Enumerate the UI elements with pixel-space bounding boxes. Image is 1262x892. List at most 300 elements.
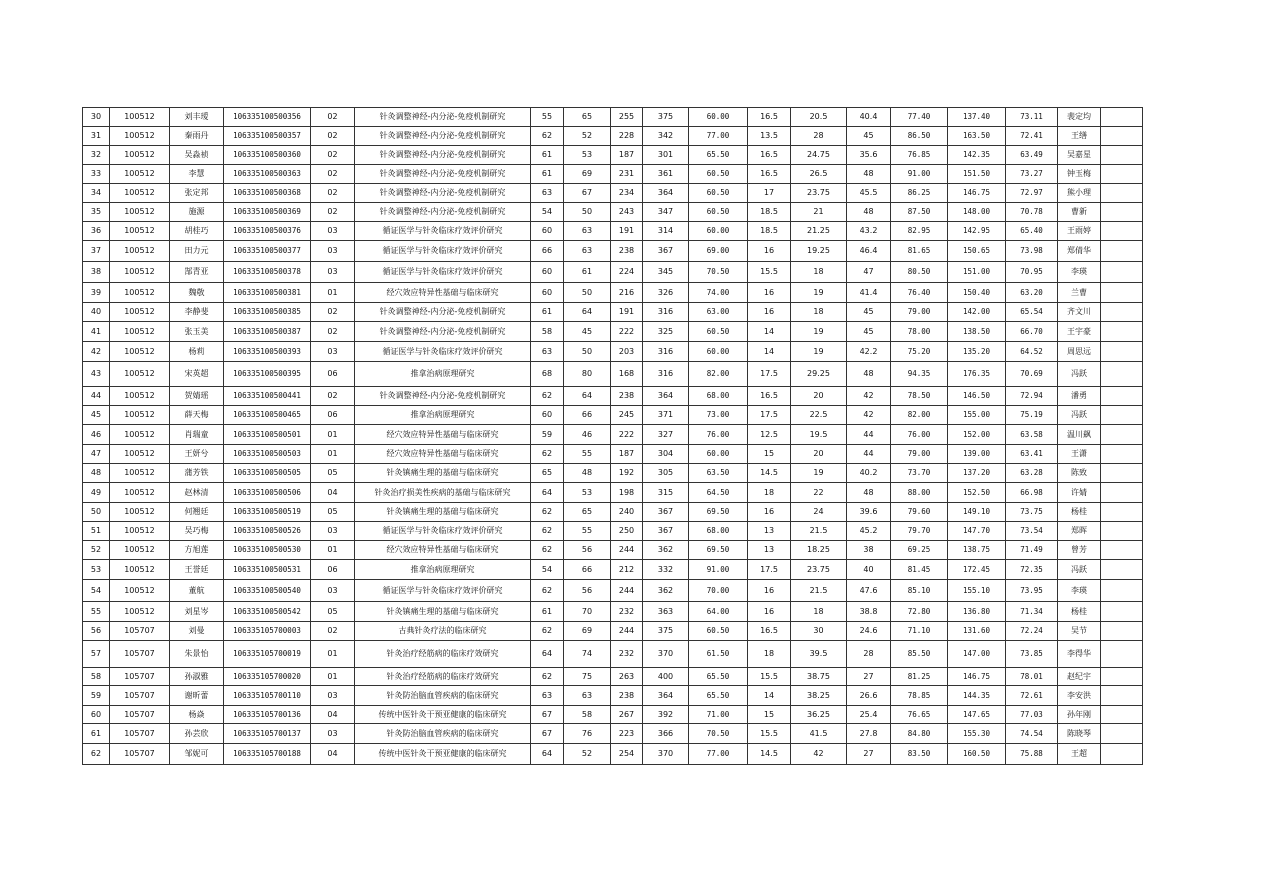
table-cell: 05 [311,464,355,483]
table-cell: 46 [564,425,611,445]
table-cell: 316 [643,362,689,387]
table-cell: 342 [643,127,689,146]
table-cell: 王潇 [1058,445,1101,464]
table-cell: 62 [83,744,110,765]
table-cell: 63.20 [1006,283,1058,303]
table-cell: 12.5 [748,425,791,445]
table-cell: 85.10 [891,580,948,602]
table-cell: 326 [643,283,689,303]
table-cell: 84.80 [891,724,948,744]
table-row [83,668,1143,686]
table-cell: 62 [531,445,564,464]
table-cell: 163.50 [948,127,1006,146]
table-cell: 106335100500503 [224,445,311,464]
table-cell: 75.88 [1006,744,1058,765]
table-cell: 15.5 [748,668,791,686]
table-cell: 82.00 [891,406,948,425]
table-cell [1101,522,1143,541]
table-cell: 40 [847,560,891,580]
table-cell: 06 [311,560,355,580]
table-row [83,406,1143,425]
table-cell: 兰曹 [1058,283,1101,303]
table-cell: 64 [564,303,611,322]
table-cell: 147.00 [948,641,1006,668]
table-cell: 28 [847,641,891,668]
table-cell: 142.35 [948,146,1006,165]
table-cell: 106335100500393 [224,342,311,362]
table-cell: 经穴效应特异性基础与临床研究 [355,541,531,560]
table-cell: 18.25 [791,541,847,560]
table-cell: 100512 [110,108,170,127]
table-cell: 71.10 [891,622,948,641]
table-row [83,724,1143,744]
table-cell: 何翘廷 [170,503,224,522]
table-cell: 65.40 [1006,222,1058,241]
table-cell: 72.80 [891,602,948,622]
table-cell: 82.95 [891,222,948,241]
table-cell: 47 [83,445,110,464]
table-cell: 48 [847,165,891,184]
table-cell: 238 [611,387,643,406]
table-cell: 254 [611,744,643,765]
table-cell: 46 [83,425,110,445]
table-cell: 杨桂 [1058,503,1101,522]
table-cell: 53 [564,146,611,165]
table-cell: 裴定均 [1058,108,1101,127]
table-cell: 100512 [110,541,170,560]
table-cell: 55 [564,445,611,464]
table-cell: 69 [564,622,611,641]
table-body [83,108,1143,765]
table-cell: 366 [643,724,689,744]
table-cell: 255 [611,108,643,127]
table-cell: 陈晓琴 [1058,724,1101,744]
table-cell: 66.70 [1006,322,1058,342]
table-cell: 263 [611,668,643,686]
table-cell: 52 [83,541,110,560]
table-cell: 73.98 [1006,241,1058,262]
table-cell: 21.25 [791,222,847,241]
table-cell: 70.69 [1006,362,1058,387]
table-cell: 106335100500357 [224,127,311,146]
table-row [83,560,1143,580]
table-cell: 60 [531,262,564,283]
table-cell: 杨焱 [170,706,224,724]
table-cell: 80 [564,362,611,387]
table-cell: 45 [847,127,891,146]
table-cell: 冯跃 [1058,406,1101,425]
table-cell: 63.28 [1006,464,1058,483]
table-cell: 冯跃 [1058,560,1101,580]
table-cell: 232 [611,602,643,622]
table-cell: 15 [748,706,791,724]
table-cell: 44 [847,425,891,445]
table-cell: 203 [611,342,643,362]
table-cell: 62 [531,668,564,686]
table-cell: 43.2 [847,222,891,241]
table-cell: 01 [311,541,355,560]
table-cell: 64 [531,641,564,668]
table-cell: 305 [643,464,689,483]
table-cell: 137.20 [948,464,1006,483]
table-cell: 方旭莲 [170,541,224,560]
table-cell: 78.50 [891,387,948,406]
table-cell [1101,686,1143,706]
table-cell: 39.5 [791,641,847,668]
table-row [83,580,1143,602]
table-cell: 15 [748,445,791,464]
table-cell: 60.00 [689,445,748,464]
table-cell: 63 [531,686,564,706]
table-cell: 106335105700188 [224,744,311,765]
table-cell: 106335105700003 [224,622,311,641]
table-row [83,541,1143,560]
table-cell: 16 [748,602,791,622]
table-cell: 85.50 [891,641,948,668]
table-row [83,322,1143,342]
table-cell: 29.25 [791,362,847,387]
table-cell [1101,724,1143,744]
table-cell: 62 [531,503,564,522]
table-cell: 105707 [110,744,170,765]
table-cell: 73.85 [1006,641,1058,668]
table-cell: 针灸调整神经-内分泌-免疫机制研究 [355,184,531,203]
table-cell: 64.52 [1006,342,1058,362]
table-cell: 139.00 [948,445,1006,464]
table-cell: 推拿治病原理研究 [355,406,531,425]
table-cell: 86.50 [891,127,948,146]
table-cell: 64 [564,387,611,406]
table-cell: 100512 [110,222,170,241]
table-cell: 316 [643,303,689,322]
table-cell: 19 [791,322,847,342]
table-cell: 74.54 [1006,724,1058,744]
table-cell: 王雨婷 [1058,222,1101,241]
table-row [83,127,1143,146]
table-cell: 16 [748,303,791,322]
table-cell: 367 [643,503,689,522]
table-cell: 70.50 [689,262,748,283]
table-cell: 100512 [110,241,170,262]
table-cell: 155.00 [948,406,1006,425]
table-cell: 63.50 [689,464,748,483]
table-cell: 14.5 [748,744,791,765]
table-cell: 136.80 [948,602,1006,622]
table-cell: 41.4 [847,283,891,303]
table-cell: 142.95 [948,222,1006,241]
table-cell: 39 [83,283,110,303]
table-cell [1101,127,1143,146]
table-cell: 薛天梅 [170,406,224,425]
table-cell [1101,580,1143,602]
table-cell: 56 [564,541,611,560]
table-cell: 吴嘉星 [1058,146,1101,165]
table-cell: 胡桂巧 [170,222,224,241]
table-cell: 222 [611,322,643,342]
table-cell: 160.50 [948,744,1006,765]
table-cell: 73.27 [1006,165,1058,184]
table-cell: 106335100500531 [224,560,311,580]
table-cell: 54 [531,560,564,580]
table-cell: 冯跃 [1058,362,1101,387]
table-row [83,522,1143,541]
table-cell: 针灸调整神经-内分泌-免疫机制研究 [355,322,531,342]
table-cell: 44 [83,387,110,406]
table-cell: 50 [564,203,611,222]
table-cell: 106335100500506 [224,483,311,503]
table-cell: 150.65 [948,241,1006,262]
table-cell: 针灸治疗经筋病的临床疗效研究 [355,641,531,668]
table-cell: 67 [531,724,564,744]
table-cell: 宋英超 [170,362,224,387]
table-cell: 71.49 [1006,541,1058,560]
table-cell: 367 [643,241,689,262]
table-cell: 60 [83,706,110,724]
table-cell: 42 [791,744,847,765]
table-cell: 20 [791,387,847,406]
table-row [83,686,1143,706]
table-cell: 18 [791,602,847,622]
table-cell: 许婧 [1058,483,1101,503]
table-cell: 78.00 [891,322,948,342]
table-cell: 56 [564,580,611,602]
table-cell: 232 [611,641,643,668]
table-cell: 362 [643,580,689,602]
table-cell: 72.94 [1006,387,1058,406]
table-cell: 375 [643,622,689,641]
table-cell: 100512 [110,127,170,146]
table-cell: 53 [564,483,611,503]
table-cell: 228 [611,127,643,146]
table-cell: 67 [564,184,611,203]
table-cell: 02 [311,146,355,165]
table-cell: 16 [748,283,791,303]
table-cell: 106335105700136 [224,706,311,724]
table-cell: 79.00 [891,445,948,464]
table-cell: 100512 [110,522,170,541]
table-cell: 60.50 [689,322,748,342]
table-cell: 贺婧瑶 [170,387,224,406]
table-cell: 16 [748,503,791,522]
table-cell: 106335100500377 [224,241,311,262]
table-cell: 106335100500519 [224,503,311,522]
table-cell: 62 [531,622,564,641]
table-cell: 王缮 [1058,127,1101,146]
table-cell: 27 [847,744,891,765]
table-cell: 62 [531,580,564,602]
table-cell: 149.10 [948,503,1006,522]
table-cell: 63.00 [689,303,748,322]
table-cell: 238 [611,686,643,706]
table-cell: 15.5 [748,724,791,744]
table-cell: 76.00 [689,425,748,445]
table-cell: 06 [311,406,355,425]
table-cell: 传统中医针灸干预亚健康的临床研究 [355,706,531,724]
table-cell: 61 [531,165,564,184]
table-cell [1101,165,1143,184]
table-cell: 155.10 [948,580,1006,602]
table-cell: 106335100500465 [224,406,311,425]
table-cell: 224 [611,262,643,283]
table-cell: 田力元 [170,241,224,262]
table-cell [1101,283,1143,303]
table-cell: 66.98 [1006,483,1058,503]
table-cell: 79.60 [891,503,948,522]
table-cell: 243 [611,203,643,222]
table-cell: 78.01 [1006,668,1058,686]
table-cell: 100512 [110,342,170,362]
table-cell: 64.50 [689,483,748,503]
table-cell: 70.95 [1006,262,1058,283]
table-cell: 62 [531,541,564,560]
table-cell: 315 [643,483,689,503]
table-cell: 13 [748,522,791,541]
table-cell: 48 [847,362,891,387]
table-cell: 针灸防治脑血管疾病的临床研究 [355,686,531,706]
table-cell: 02 [311,184,355,203]
table-cell: 02 [311,127,355,146]
table-row [83,108,1143,127]
table-cell [1101,146,1143,165]
table-cell: 蒲芳铁 [170,464,224,483]
table-cell: 64.00 [689,602,748,622]
table-cell: 76.00 [891,425,948,445]
table-cell: 105707 [110,641,170,668]
table-cell: 106335100500501 [224,425,311,445]
table-cell: 77.00 [689,744,748,765]
table-cell: 推拿治病原理研究 [355,560,531,580]
table-cell: 82.00 [689,362,748,387]
table-cell: 32 [83,146,110,165]
table-cell: 106335100500376 [224,222,311,241]
table-cell: 222 [611,425,643,445]
table-cell: 刘丰瑷 [170,108,224,127]
table-cell: 40.4 [847,108,891,127]
table-cell: 16.5 [748,387,791,406]
table-cell: 02 [311,165,355,184]
table-cell: 76.85 [891,146,948,165]
table-cell: 24.75 [791,146,847,165]
table-cell: 72.97 [1006,184,1058,203]
table-cell: 19 [791,464,847,483]
table-cell: 63 [564,686,611,706]
table-cell: 针灸镇痛生理的基础与临床研究 [355,464,531,483]
table-cell: 23.75 [791,560,847,580]
table-cell: 02 [311,622,355,641]
table-cell: 05 [311,503,355,522]
table-cell: 李得华 [1058,641,1101,668]
table-cell: 245 [611,406,643,425]
table-cell: 74 [564,641,611,668]
table-cell: 106335100500526 [224,522,311,541]
table-cell: 83.50 [891,744,948,765]
table-cell: 77.03 [1006,706,1058,724]
table-cell: 18 [748,641,791,668]
table-cell: 238 [611,241,643,262]
table-cell: 35 [83,203,110,222]
table-cell: 60 [531,222,564,241]
table-cell: 17.5 [748,560,791,580]
table-cell: 52 [564,744,611,765]
table-cell: 100512 [110,184,170,203]
table-cell: 67 [531,706,564,724]
table-cell: 106335105700019 [224,641,311,668]
table-cell: 13 [748,541,791,560]
table-cell: 54 [83,580,110,602]
table-cell: 100512 [110,464,170,483]
table-cell: 57 [83,641,110,668]
table-cell: 王超 [1058,744,1101,765]
table-cell: 91.00 [689,560,748,580]
table-cell: 106335105700137 [224,724,311,744]
table-cell: 郑倩华 [1058,241,1101,262]
table-cell: 72.41 [1006,127,1058,146]
table-cell: 01 [311,425,355,445]
table-cell: 392 [643,706,689,724]
table-cell: 周思远 [1058,342,1101,362]
table-cell: 03 [311,262,355,283]
table-cell: 100512 [110,483,170,503]
table-cell: 钟玉梅 [1058,165,1101,184]
table-row [83,622,1143,641]
table-cell: 60.50 [689,184,748,203]
table-cell: 36.25 [791,706,847,724]
table-cell: 45.2 [847,522,891,541]
table-cell: 62 [531,522,564,541]
table-cell: 01 [311,641,355,668]
table-cell: 18.5 [748,222,791,241]
table-cell: 46.4 [847,241,891,262]
table-cell: 100512 [110,580,170,602]
table-row [83,362,1143,387]
table-cell: 40.2 [847,464,891,483]
table-cell: 81.65 [891,241,948,262]
table-cell: 61 [564,262,611,283]
table-cell: 19.25 [791,241,847,262]
table-cell: 18 [791,303,847,322]
table-cell: 19 [791,283,847,303]
table-cell [1101,706,1143,724]
table-cell: 138.75 [948,541,1006,560]
table-cell: 16.5 [748,146,791,165]
table-cell: 69.00 [689,241,748,262]
table-cell: 针灸治疗经筋病的临床疗效研究 [355,668,531,686]
table-cell: 63.49 [1006,146,1058,165]
table-cell: 34 [83,184,110,203]
table-cell: 针灸调整神经-内分泌-免疫机制研究 [355,165,531,184]
table-cell: 100512 [110,283,170,303]
table-cell: 69 [564,165,611,184]
table-cell: 191 [611,303,643,322]
table-cell: 针灸调整神经-内分泌-免疫机制研究 [355,108,531,127]
table-cell: 51 [83,522,110,541]
table-cell: 106335100500381 [224,283,311,303]
table-cell: 针灸调整神经-内分泌-免疫机制研究 [355,387,531,406]
table-cell: 31 [83,127,110,146]
table-cell: 45 [83,406,110,425]
table-cell: 100512 [110,406,170,425]
table-cell [1101,108,1143,127]
table-cell: 41 [83,322,110,342]
table-cell: 106335100500385 [224,303,311,322]
table-cell: 41.5 [791,724,847,744]
table-cell: 77.40 [891,108,948,127]
table-cell: 06 [311,362,355,387]
table-cell: 孙淑雅 [170,668,224,686]
table-row [83,706,1143,724]
table-cell: 43 [83,362,110,387]
table-cell: 106335105700020 [224,668,311,686]
